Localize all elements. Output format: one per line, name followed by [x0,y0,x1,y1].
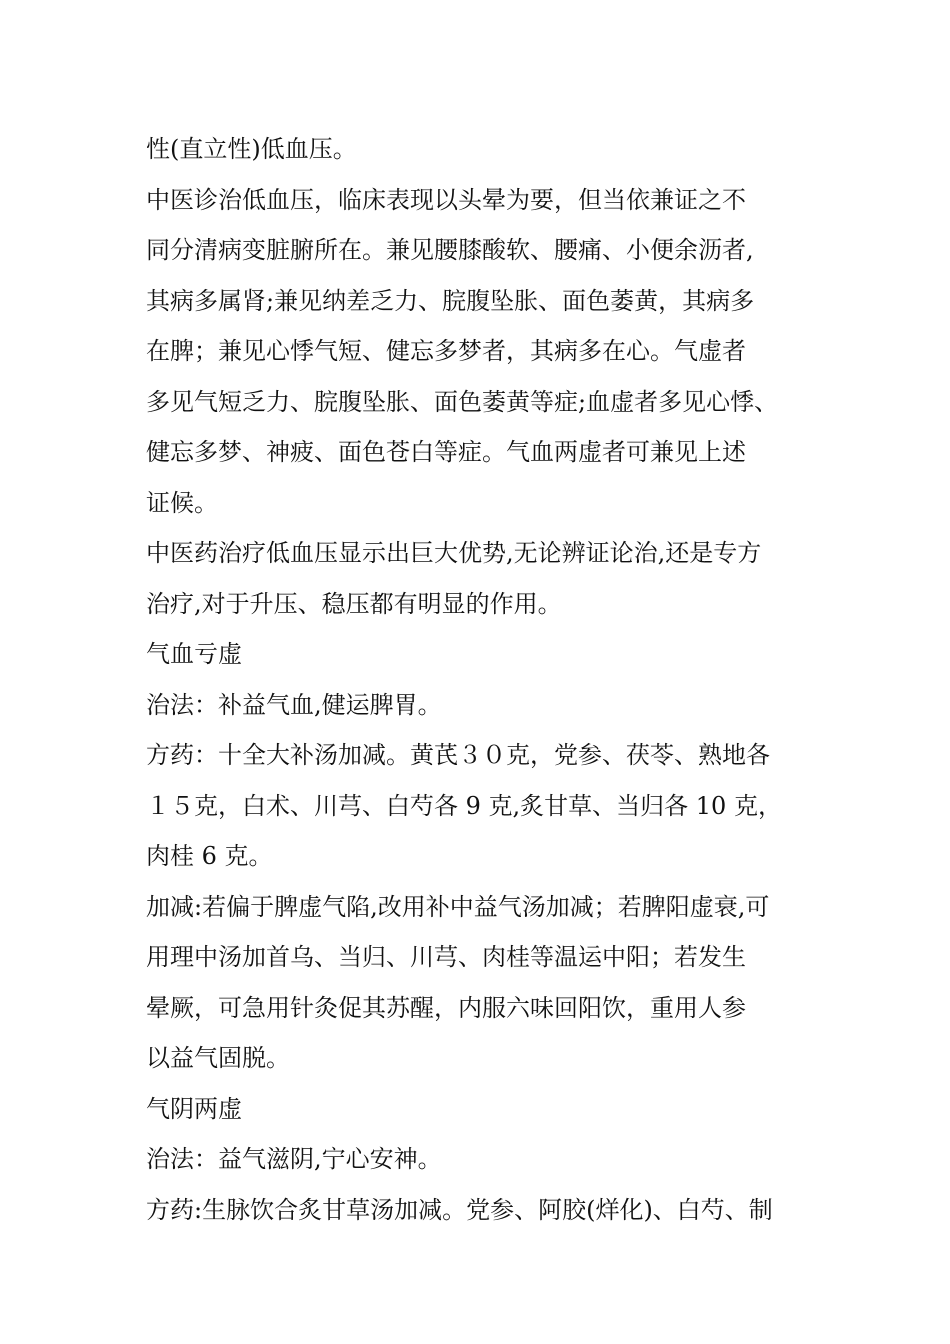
text-line-10: 治疗,对于升压、稳压都有明显的作用。 [146,589,562,618]
text-line-22: 方药:生脉饮合炙甘草汤加减。党参、阿胶(烊化)、白芍、制 [146,1195,773,1224]
text-line-1: 性(直立性)低血压。 [146,135,357,163]
text-line-17: 用理中汤加首乌、当归、川芎、肉桂等温运中阳；若发生 [146,943,746,971]
text-line-12: 治法：补益气血,健运脾胃。 [146,690,442,719]
text-line-13: 方药：十全大补汤加减。黄芪３０克，党参、茯苓、熟地各 [146,741,770,769]
text-line-15: 肉桂 6 克。 [146,842,273,870]
document-body [146,124,818,1235]
text-line-8: 证候。 [146,488,218,517]
section-heading-qiyin-liangxu: 气阴两虚 [146,1094,242,1123]
text-line-18: 晕厥，可急用针灸促其苏醒，内服六味回阳饮，重用人参 [146,993,746,1022]
text-line-14: １５克，白术、川芎、白芍各 9 克,炙甘草、当归各 10 克， [146,791,782,820]
text-line-7: 健忘多梦、神疲、面色苍白等症。气血两虚者可兼见上述 [146,438,746,466]
text-line-5: 在脾；兼见心悸气短、健忘多梦者，其病多在心。气虚者 [146,337,746,365]
text-line-21: 治法：益气滋阴,宁心安神。 [146,1145,442,1173]
text-line-9: 中医药治疗低血压显示出巨大优势,无论辨证论治,还是专方 [146,539,762,567]
text-line-3: 同分清病变脏腑所在。兼见腰膝酸软、腰痛、小便余沥者, [146,236,754,264]
text-line-4: 其病多属肾;兼见纳差乏力、脘腹坠胀、面色萎黄，其病多 [146,286,755,315]
text-line-2: 中医诊治低血压，临床表现以头晕为要，但当依兼证之不 [146,185,746,214]
section-heading-qixue-kuixu: 气血亏虚 [146,640,242,668]
text-line-16: 加减:若偏于脾虚气陷,改用补中益气汤加减；若脾阳虚衰,可 [146,892,770,921]
text-line-19: 以益气固脱。 [146,1044,290,1072]
text-line-6: 多见气短乏力、脘腹坠胀、面色萎黄等症;血虚者多见心悸、 [146,387,779,416]
